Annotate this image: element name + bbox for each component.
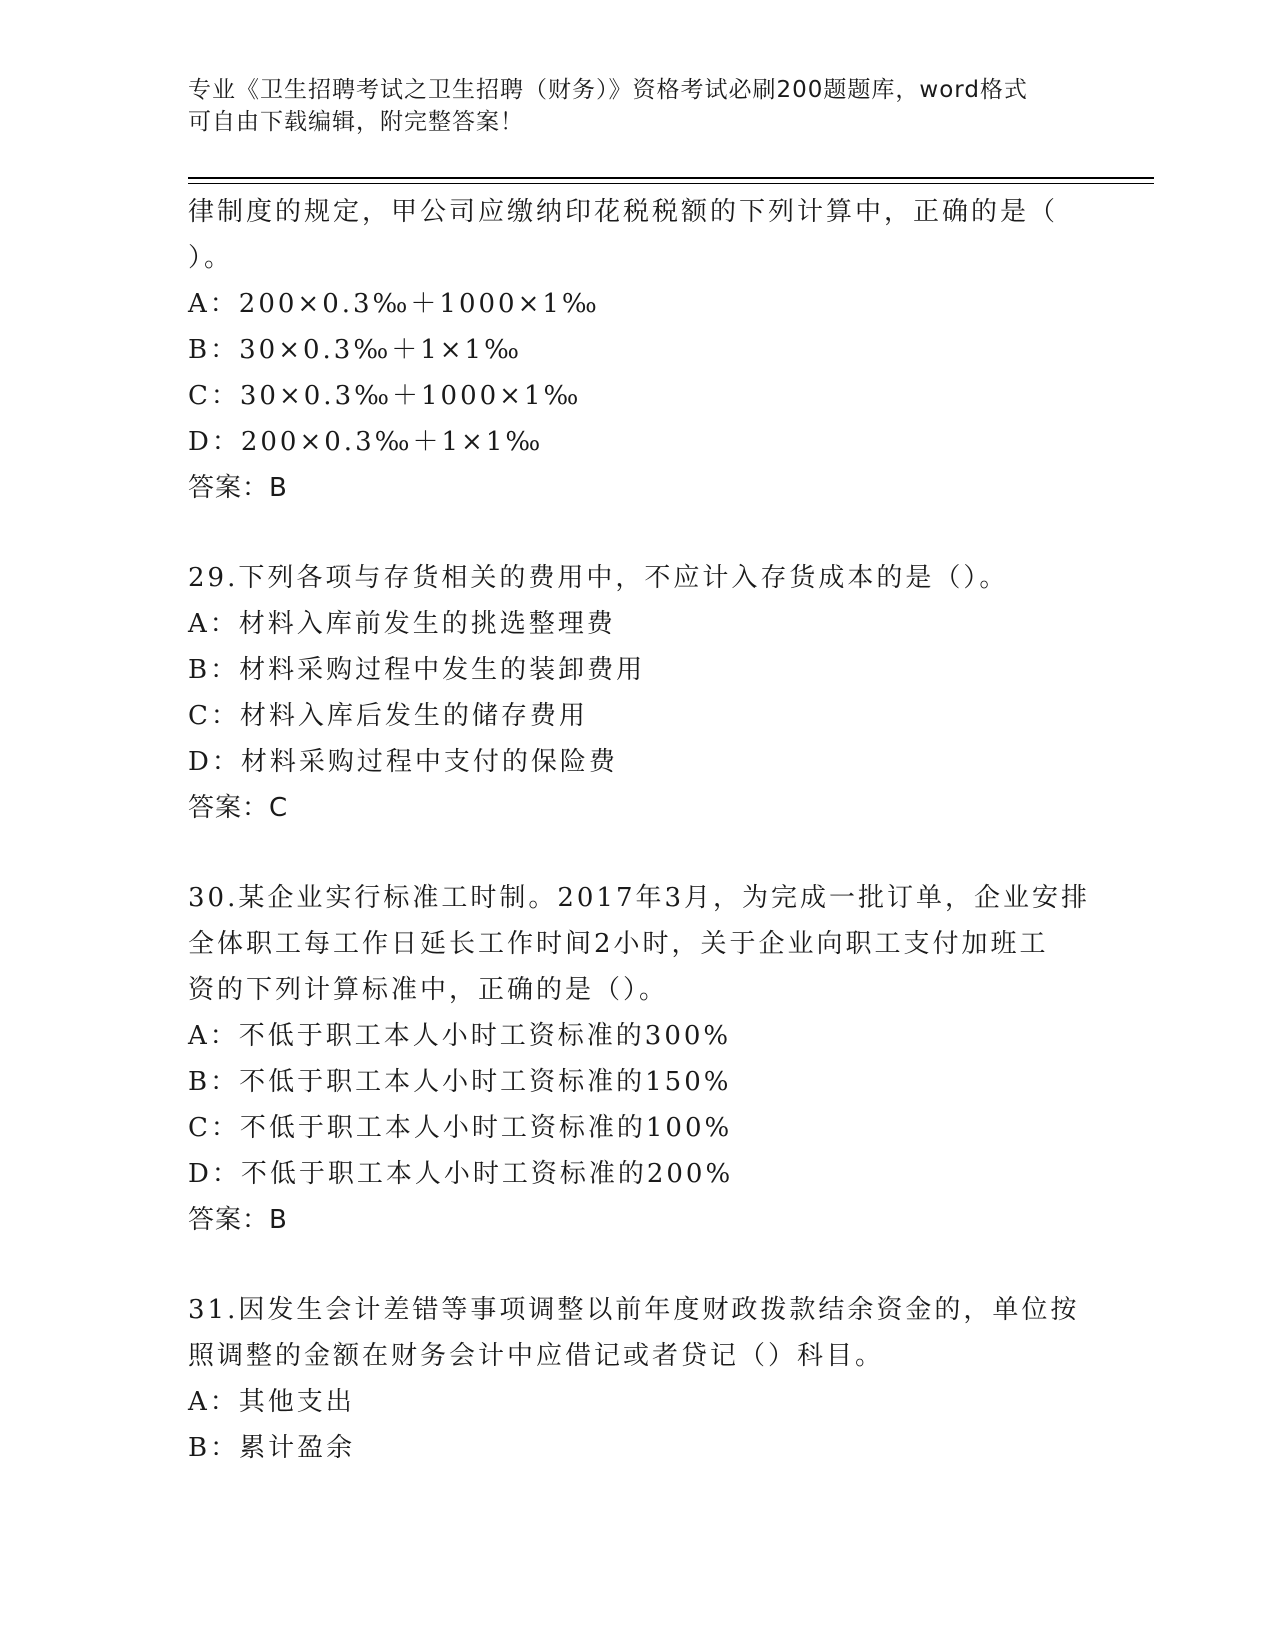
option-b: B：累计盈余	[188, 1433, 356, 1463]
question-stem-line: 律制度的规定，甲公司应缴纳印花税税额的下列计算中，正确的是（	[188, 197, 1059, 227]
question-31	[188, 1287, 1088, 1471]
option-a: A：不低于职工本人小时工资标准的300%	[188, 1021, 732, 1051]
option-b: B：材料采购过程中发生的装卸费用	[188, 655, 646, 685]
option-a: A：材料入库前发生的挑选整理费	[188, 609, 616, 639]
header-line-2: 可自由下载编辑，附完整答案！	[188, 109, 524, 135]
option-c: C：不低于职工本人小时工资标准的100%	[188, 1113, 733, 1143]
option-c: C：材料入库后发生的储存费用	[188, 701, 588, 731]
page-header	[188, 74, 1088, 138]
question-stem-line: 照调整的金额在财务会计中应借记或者贷记（）科目。	[188, 1341, 885, 1371]
question-stem-line: 29.下列各项与存货相关的费用中，不应计入存货成本的是（）。	[188, 563, 1009, 593]
header-divider-thin	[188, 183, 1154, 184]
question-stem-line: 资的下列计算标准中，正确的是（）。	[188, 975, 669, 1005]
question-stem-line: 31.因发生会计差错等事项调整以前年度财政拨款结余资金的，单位按	[188, 1295, 1080, 1325]
question-30	[188, 875, 1091, 1243]
header-line-1: 专业《卫生招聘考试之卫生招聘（财务）》资格考试必刷200题题库，word格式	[188, 77, 1028, 103]
question-stem-line: 30.某企业实行标准工时制。2017年3月，为完成一批订单，企业安排	[188, 883, 1091, 913]
question-29	[188, 555, 1088, 831]
question-list	[188, 189, 1091, 1471]
question-stem-line: 全体职工每工作日延长工作时间2小时，关于企业向职工支付加班工	[188, 929, 1049, 959]
answer-line: 答案：C	[188, 793, 289, 823]
option-d: D：200×0.3‰＋1×1‰	[188, 427, 544, 457]
option-b: B：不低于职工本人小时工资标准的150%	[188, 1067, 732, 1097]
answer-line: 答案：B	[188, 473, 288, 503]
answer-line: 答案：B	[188, 1205, 288, 1235]
option-d: D：材料采购过程中支付的保险费	[188, 747, 618, 777]
option-c: C：30×0.3‰＋1000×1‰	[188, 381, 582, 411]
option-a: A：200×0.3‰＋1000×1‰	[188, 289, 600, 319]
option-a: A：其他支出	[188, 1387, 355, 1417]
header-divider-thick	[188, 177, 1154, 179]
option-d: D：不低于职工本人小时工资标准的200%	[188, 1159, 734, 1189]
question-stem-line: ）。	[188, 243, 234, 273]
option-b: B：30×0.3‰＋1×1‰	[188, 335, 522, 365]
question-28	[188, 189, 1088, 511]
